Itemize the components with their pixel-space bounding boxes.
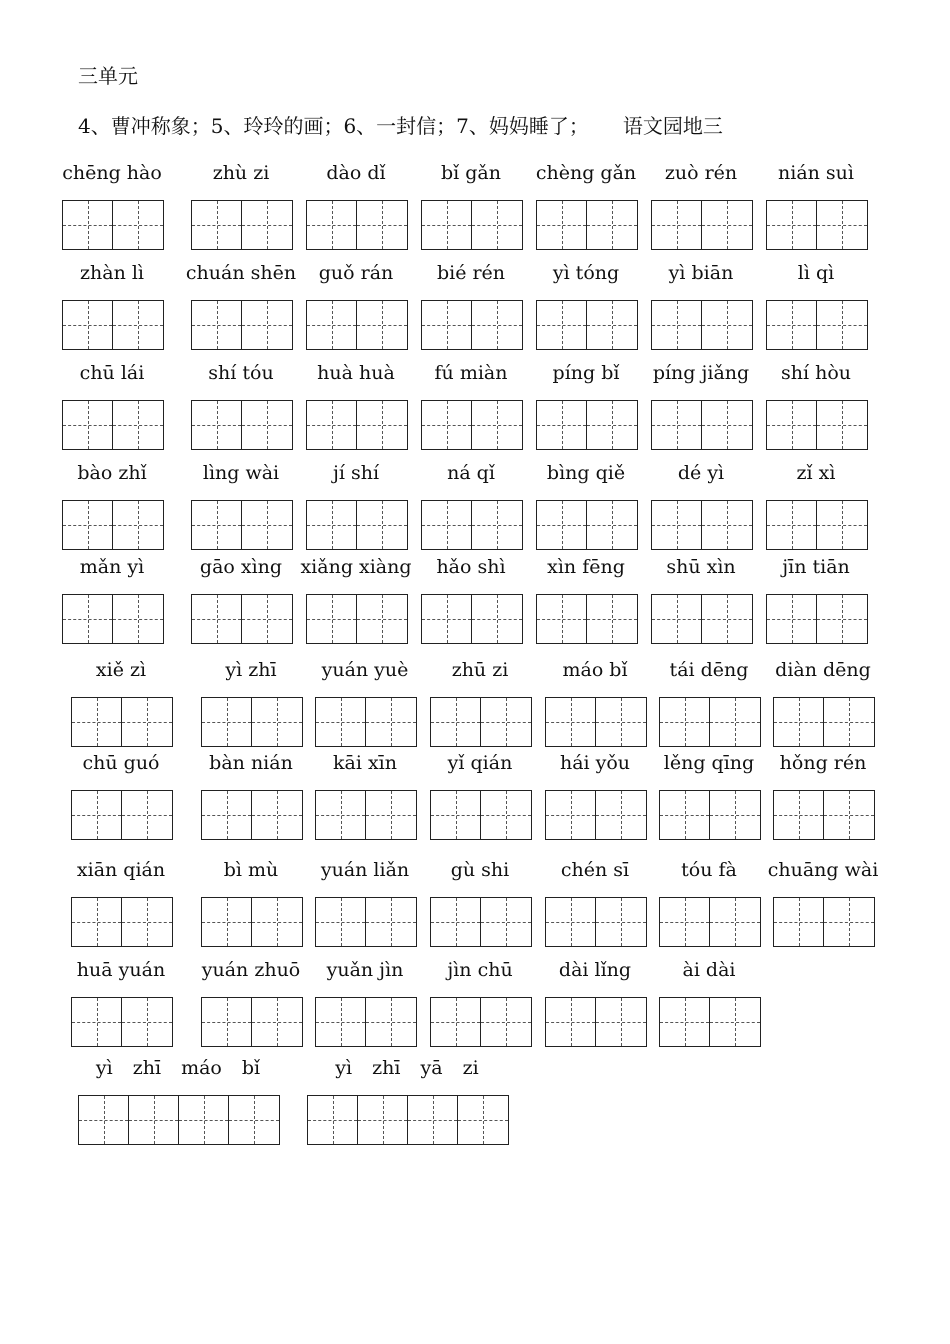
writing-box-pair[interactable]: [306, 300, 408, 350]
writing-cell[interactable]: [587, 401, 637, 449]
writing-box-pair[interactable]: [201, 897, 303, 947]
pinyin-label: yǐ qián: [447, 752, 513, 774]
writing-box-pair[interactable]: [766, 200, 868, 250]
pinyin-label: yì biān: [668, 262, 734, 284]
writing-cell[interactable]: [824, 898, 874, 946]
pinyin-label: chū lái: [79, 362, 145, 384]
writing-cell[interactable]: [596, 791, 646, 839]
writing-box-quad[interactable]: [78, 1095, 280, 1145]
writing-box-pair[interactable]: [306, 400, 408, 450]
writing-cell[interactable]: [316, 998, 366, 1046]
writing-box-pair[interactable]: [62, 400, 164, 450]
writing-cell[interactable]: [307, 301, 357, 349]
writing-box-pair[interactable]: [421, 594, 523, 644]
writing-cell[interactable]: [422, 401, 472, 449]
writing-box-pair[interactable]: [659, 897, 761, 947]
writing-box-pair[interactable]: [62, 300, 164, 350]
pinyin-label: kāi xīn: [333, 752, 397, 774]
writing-cell[interactable]: [458, 1096, 508, 1144]
writing-cell[interactable]: [472, 401, 522, 449]
writing-cell[interactable]: [546, 898, 596, 946]
writing-cell[interactable]: [767, 301, 817, 349]
pinyin-label: jí shí: [332, 462, 380, 484]
writing-box-pair[interactable]: [545, 697, 647, 747]
writing-box-pair[interactable]: [766, 594, 868, 644]
writing-cell[interactable]: [537, 201, 587, 249]
pinyin-label: chēng hào: [62, 162, 162, 184]
writing-cell[interactable]: [63, 501, 113, 549]
pinyin-label: xiān qián: [76, 859, 166, 881]
writing-box-pair[interactable]: [421, 400, 523, 450]
pinyin-label: zǐ xì: [796, 462, 836, 484]
writing-cell[interactable]: [472, 501, 522, 549]
pinyin-label: dé yì: [677, 462, 725, 484]
writing-box-pair[interactable]: [651, 594, 753, 644]
writing-cell[interactable]: [79, 1096, 129, 1144]
writing-cell[interactable]: [192, 401, 242, 449]
pinyin-label: yuán liǎn: [320, 859, 410, 881]
writing-cell[interactable]: [192, 201, 242, 249]
pinyin-label: bìng qiě: [546, 462, 626, 484]
writing-cell[interactable]: [357, 301, 407, 349]
writing-cell[interactable]: [307, 595, 357, 643]
writing-cell[interactable]: [242, 595, 292, 643]
writing-box-pair[interactable]: [545, 790, 647, 840]
writing-cell[interactable]: [824, 791, 874, 839]
pinyin-label: gāo xìng: [199, 556, 283, 578]
writing-cell[interactable]: [587, 201, 637, 249]
writing-box-pair[interactable]: [430, 790, 532, 840]
writing-cell[interactable]: [63, 401, 113, 449]
writing-cell[interactable]: [710, 998, 760, 1046]
writing-cell[interactable]: [192, 301, 242, 349]
writing-cell[interactable]: [546, 698, 596, 746]
writing-box-pair[interactable]: [766, 500, 868, 550]
writing-cell[interactable]: [202, 698, 252, 746]
writing-cell[interactable]: [366, 698, 416, 746]
pinyin-label: zhù zi: [212, 162, 270, 184]
writing-box-pair[interactable]: [421, 500, 523, 550]
writing-cell[interactable]: [817, 301, 867, 349]
pinyin-label: yì zhī máo bǐ: [95, 1057, 261, 1079]
writing-cell[interactable]: [546, 791, 596, 839]
writing-cell[interactable]: [431, 898, 481, 946]
writing-cell[interactable]: [660, 791, 710, 839]
pinyin-label: xiě zì: [95, 659, 147, 681]
pinyin-label: chén sī: [560, 859, 630, 881]
pinyin-label: bié rén: [436, 262, 506, 284]
pinyin-label: jīn tiān: [782, 556, 850, 578]
pinyin-label: zhū zi: [451, 659, 509, 681]
pinyin-label: píng jiǎng: [652, 362, 750, 384]
writing-cell[interactable]: [72, 698, 122, 746]
writing-box-pair[interactable]: [651, 300, 753, 350]
writing-cell[interactable]: [242, 201, 292, 249]
writing-cell[interactable]: [472, 301, 522, 349]
pinyin-label: xìn fēng: [547, 556, 625, 578]
pinyin-label: píng bǐ: [552, 362, 620, 384]
writing-cell[interactable]: [660, 998, 710, 1046]
pinyin-label: lìng wài: [202, 462, 280, 484]
writing-cell[interactable]: [422, 501, 472, 549]
writing-cell[interactable]: [774, 898, 824, 946]
writing-cell[interactable]: [192, 595, 242, 643]
writing-box-pair[interactable]: [773, 897, 875, 947]
writing-cell[interactable]: [366, 998, 416, 1046]
writing-box-pair[interactable]: [191, 594, 293, 644]
writing-cell[interactable]: [422, 595, 472, 643]
pinyin-label: dài lǐng: [558, 959, 632, 981]
writing-cell[interactable]: [824, 698, 874, 746]
writing-box-pair[interactable]: [659, 790, 761, 840]
unit-title: 三单元: [78, 64, 138, 88]
writing-cell[interactable]: [122, 698, 172, 746]
writing-cell[interactable]: [767, 401, 817, 449]
pinyin-label: diàn dēng: [775, 659, 871, 681]
pinyin-label: chuán shēn: [185, 262, 297, 284]
writing-cell[interactable]: [307, 501, 357, 549]
writing-box-pair[interactable]: [315, 697, 417, 747]
writing-cell[interactable]: [316, 791, 366, 839]
writing-cell[interactable]: [122, 998, 172, 1046]
lesson-list: [78, 110, 723, 139]
writing-cell[interactable]: [587, 501, 637, 549]
writing-box-pair[interactable]: [315, 790, 417, 840]
writing-cell[interactable]: [710, 898, 760, 946]
writing-box-pair[interactable]: [306, 200, 408, 250]
pinyin-label: yuǎn jìn: [326, 959, 404, 981]
writing-cell[interactable]: [652, 501, 702, 549]
writing-box-pair[interactable]: [536, 500, 638, 550]
pinyin-label: yì zhī: [225, 659, 277, 681]
pinyin-label: guǒ rán: [318, 262, 394, 284]
writing-box-pair[interactable]: [421, 200, 523, 250]
writing-cell[interactable]: [307, 201, 357, 249]
pinyin-label: chū guó: [82, 752, 160, 774]
writing-cell[interactable]: [113, 401, 163, 449]
writing-box-pair[interactable]: [191, 500, 293, 550]
pinyin-label: mǎn yì: [79, 556, 145, 578]
writing-box-pair[interactable]: [191, 400, 293, 450]
pinyin-label: chuāng wài: [767, 859, 879, 881]
writing-box-pair[interactable]: [536, 594, 638, 644]
pinyin-label: fú miàn: [434, 362, 508, 384]
writing-cell[interactable]: [408, 1096, 458, 1144]
pinyin-label: zuò rén: [664, 162, 738, 184]
pinyin-label: shí tóu: [208, 362, 274, 384]
writing-box-pair[interactable]: [651, 200, 753, 250]
writing-cell[interactable]: [72, 791, 122, 839]
writing-box-pair[interactable]: [766, 400, 868, 450]
writing-cell[interactable]: [431, 698, 481, 746]
writing-cell[interactable]: [472, 595, 522, 643]
writing-box-pair[interactable]: [62, 594, 164, 644]
writing-box-pair[interactable]: [201, 790, 303, 840]
writing-cell[interactable]: [652, 595, 702, 643]
writing-box-pair[interactable]: [306, 500, 408, 550]
writing-box-pair[interactable]: [545, 997, 647, 1047]
writing-cell[interactable]: [129, 1096, 179, 1144]
writing-box-pair[interactable]: [659, 997, 761, 1047]
pinyin-label: bào zhǐ: [77, 462, 147, 484]
pinyin-label: yì zhī yā zi: [335, 1057, 479, 1079]
writing-cell[interactable]: [308, 1096, 358, 1144]
writing-box-pair[interactable]: [651, 500, 753, 550]
writing-box-pair[interactable]: [659, 697, 761, 747]
pinyin-label: dào dǐ: [326, 162, 386, 184]
pinyin-label: shū xìn: [666, 556, 736, 578]
pinyin-label: yuán zhuō: [201, 959, 301, 981]
writing-box-pair[interactable]: [306, 594, 408, 644]
writing-cell[interactable]: [122, 898, 172, 946]
pinyin-label: bàn nián: [209, 752, 293, 774]
writing-cell[interactable]: [431, 998, 481, 1046]
writing-cell[interactable]: [596, 698, 646, 746]
writing-cell[interactable]: [242, 501, 292, 549]
writing-cell[interactable]: [366, 791, 416, 839]
writing-cell[interactable]: [537, 401, 587, 449]
lesson-list-extra: 语文园地三: [622, 114, 723, 138]
pinyin-label: jìn chū: [447, 959, 513, 981]
writing-cell[interactable]: [366, 898, 416, 946]
writing-cell[interactable]: [767, 501, 817, 549]
pinyin-label: chèng gǎn: [535, 162, 637, 184]
writing-cell[interactable]: [817, 595, 867, 643]
writing-box-pair[interactable]: [71, 997, 173, 1047]
writing-cell[interactable]: [192, 501, 242, 549]
writing-cell[interactable]: [481, 791, 531, 839]
pinyin-label: gù shi: [450, 859, 510, 881]
writing-cell[interactable]: [774, 791, 824, 839]
writing-box-pair[interactable]: [773, 697, 875, 747]
writing-cell[interactable]: [767, 595, 817, 643]
pinyin-label: ài dài: [682, 959, 736, 981]
writing-cell[interactable]: [481, 698, 531, 746]
pinyin-label: hǒng rén: [779, 752, 867, 774]
writing-cell[interactable]: [122, 791, 172, 839]
writing-box-pair[interactable]: [71, 697, 173, 747]
writing-cell[interactable]: [481, 998, 531, 1046]
writing-cell[interactable]: [307, 401, 357, 449]
writing-cell[interactable]: [63, 201, 113, 249]
pinyin-label: ná qǐ: [447, 462, 495, 484]
pinyin-label: huā yuán: [76, 959, 166, 981]
writing-cell[interactable]: [113, 595, 163, 643]
writing-box-pair[interactable]: [536, 400, 638, 450]
writing-cell[interactable]: [596, 898, 646, 946]
writing-cell[interactable]: [229, 1096, 279, 1144]
writing-cell[interactable]: [252, 698, 302, 746]
writing-cell[interactable]: [774, 698, 824, 746]
writing-cell[interactable]: [72, 998, 122, 1046]
pinyin-label: bì mù: [223, 859, 279, 881]
pinyin-label: máo bǐ: [562, 659, 628, 681]
writing-cell[interactable]: [652, 201, 702, 249]
writing-cell[interactable]: [710, 698, 760, 746]
pinyin-label: lěng qīng: [663, 752, 755, 774]
writing-cell[interactable]: [113, 501, 163, 549]
writing-cell[interactable]: [546, 998, 596, 1046]
writing-cell[interactable]: [472, 201, 522, 249]
writing-box-pair[interactable]: [315, 897, 417, 947]
writing-box-pair[interactable]: [201, 697, 303, 747]
writing-cell[interactable]: [358, 1096, 408, 1144]
writing-cell[interactable]: [72, 898, 122, 946]
writing-box-pair[interactable]: [536, 200, 638, 250]
writing-cell[interactable]: [817, 201, 867, 249]
writing-cell[interactable]: [252, 998, 302, 1046]
pinyin-label: zhàn lì: [79, 262, 145, 284]
writing-cell[interactable]: [481, 898, 531, 946]
writing-cell[interactable]: [537, 595, 587, 643]
writing-cell[interactable]: [596, 998, 646, 1046]
writing-box-pair[interactable]: [545, 897, 647, 947]
writing-box-pair[interactable]: [62, 200, 164, 250]
writing-cell[interactable]: [660, 898, 710, 946]
writing-box-pair[interactable]: [430, 997, 532, 1047]
writing-cell[interactable]: [63, 301, 113, 349]
writing-box-quad[interactable]: [307, 1095, 509, 1145]
pinyin-label: nián suì: [778, 162, 854, 184]
pinyin-label: yuán yuè: [321, 659, 409, 681]
writing-cell[interactable]: [252, 791, 302, 839]
writing-box-pair[interactable]: [430, 897, 532, 947]
writing-cell[interactable]: [817, 401, 867, 449]
writing-box-pair[interactable]: [421, 300, 523, 350]
writing-cell[interactable]: [242, 401, 292, 449]
writing-cell[interactable]: [817, 501, 867, 549]
lesson-list-text: 4、曹冲称象；5、玲玲的画；6、一封信；7、妈妈睡了；: [78, 114, 589, 138]
writing-cell[interactable]: [537, 501, 587, 549]
writing-cell[interactable]: [587, 301, 637, 349]
writing-cell[interactable]: [316, 898, 366, 946]
writing-cell[interactable]: [422, 301, 472, 349]
writing-cell[interactable]: [702, 501, 752, 549]
writing-cell[interactable]: [710, 791, 760, 839]
writing-cell[interactable]: [202, 998, 252, 1046]
pinyin-label: lì qì: [797, 262, 835, 284]
writing-box-pair[interactable]: [766, 300, 868, 350]
writing-box-pair[interactable]: [201, 997, 303, 1047]
writing-cell[interactable]: [702, 201, 752, 249]
writing-cell[interactable]: [702, 401, 752, 449]
writing-cell[interactable]: [202, 898, 252, 946]
writing-cell[interactable]: [587, 595, 637, 643]
pinyin-label: hǎo shì: [436, 556, 506, 578]
pinyin-label: tóu fà: [681, 859, 737, 881]
writing-box-pair[interactable]: [430, 697, 532, 747]
writing-cell[interactable]: [179, 1096, 229, 1144]
writing-cell[interactable]: [652, 401, 702, 449]
writing-box-pair[interactable]: [651, 400, 753, 450]
writing-box-pair[interactable]: [62, 500, 164, 550]
writing-cell[interactable]: [702, 301, 752, 349]
writing-box-pair[interactable]: [71, 790, 173, 840]
writing-cell[interactable]: [357, 595, 407, 643]
pinyin-label: hái yǒu: [559, 752, 631, 774]
pinyin-label: yì tóng: [552, 262, 620, 284]
writing-cell[interactable]: [113, 201, 163, 249]
pinyin-label: bǐ gǎn: [440, 162, 502, 184]
pinyin-label: xiǎng xiàng: [300, 556, 412, 578]
writing-cell[interactable]: [357, 401, 407, 449]
writing-cell[interactable]: [431, 791, 481, 839]
writing-box-pair[interactable]: [71, 897, 173, 947]
writing-cell[interactable]: [113, 301, 163, 349]
pinyin-label: huà huà: [317, 362, 395, 384]
writing-box-pair[interactable]: [191, 300, 293, 350]
writing-cell[interactable]: [202, 791, 252, 839]
writing-cell[interactable]: [316, 698, 366, 746]
writing-box-pair[interactable]: [773, 790, 875, 840]
writing-cell[interactable]: [422, 201, 472, 249]
writing-cell[interactable]: [660, 698, 710, 746]
writing-cell[interactable]: [702, 595, 752, 643]
writing-box-pair[interactable]: [191, 200, 293, 250]
writing-cell[interactable]: [537, 301, 587, 349]
writing-cell[interactable]: [767, 201, 817, 249]
writing-cell[interactable]: [63, 595, 113, 643]
writing-box-pair[interactable]: [536, 300, 638, 350]
writing-cell[interactable]: [252, 898, 302, 946]
pinyin-label: tái dēng: [669, 659, 749, 681]
writing-cell[interactable]: [652, 301, 702, 349]
writing-cell[interactable]: [242, 301, 292, 349]
pinyin-label: shí hòu: [780, 362, 852, 384]
writing-cell[interactable]: [357, 201, 407, 249]
writing-box-pair[interactable]: [315, 997, 417, 1047]
writing-cell[interactable]: [357, 501, 407, 549]
